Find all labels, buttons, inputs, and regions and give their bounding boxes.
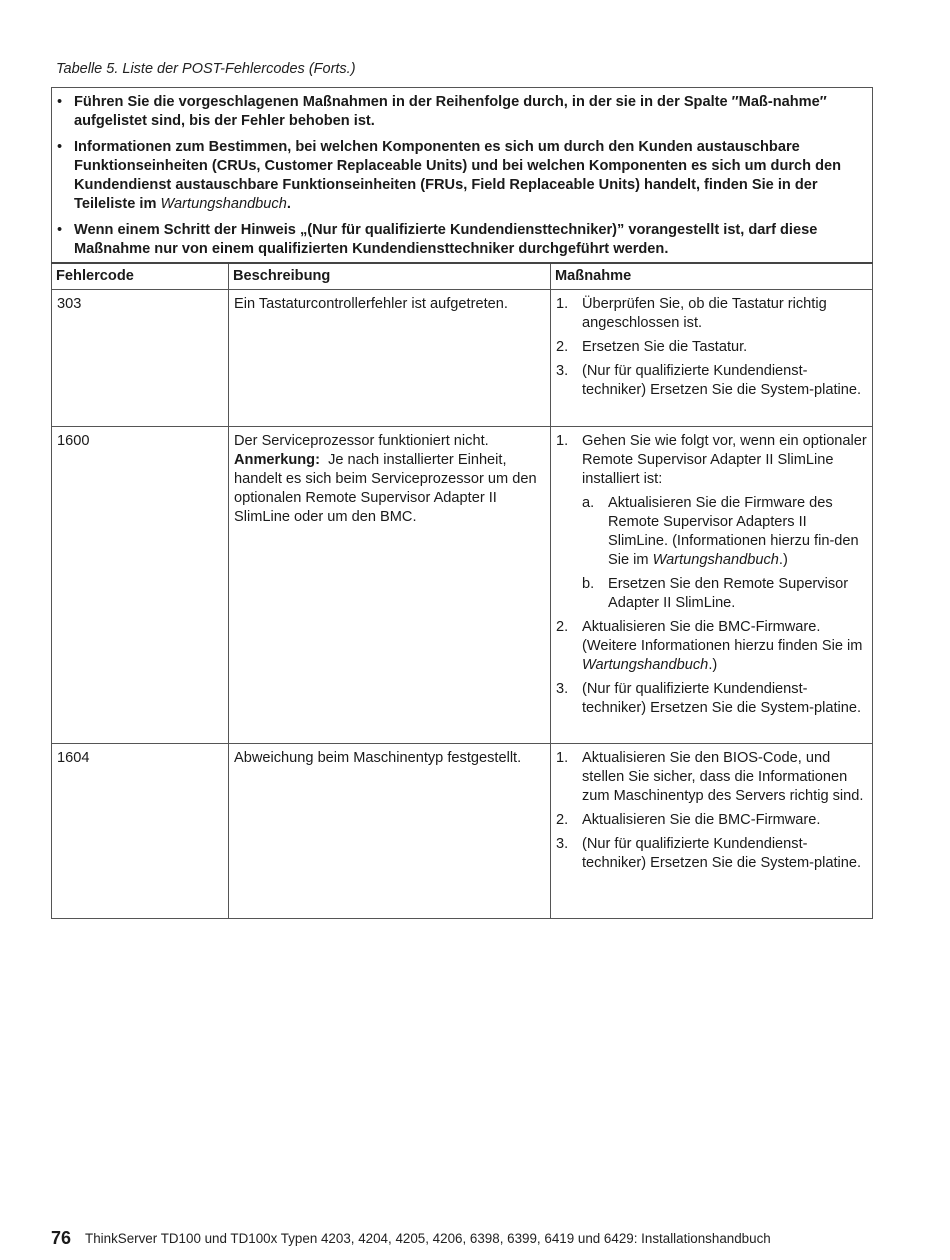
table-caption: Tabelle 5. Liste der POST-Fehlercodes (Forts.) xyxy=(56,61,356,77)
note-item xyxy=(56,93,868,131)
action-cell xyxy=(551,290,873,427)
action-step: 2. Aktualisieren Sie die BMC-Firmware. xyxy=(556,812,821,828)
error-description: Der Serviceprozessor funktioniert nicht. xyxy=(234,433,489,449)
note-body: Je nach installierter Einheit, handelt es sich beim Serviceprozessor um den optionalen Remote Supervisor Adapter II SlimLine oder um den BMC. xyxy=(234,452,537,525)
header-code: Fehlercode xyxy=(52,263,229,290)
action-step: 3. (Nur für qualifizierte Kundendienst-techniker) Ersetzen Sie die System-platine. xyxy=(556,363,862,398)
action-cell xyxy=(551,427,873,744)
error-description-cell xyxy=(229,427,551,744)
note-text: Informationen zum Bestimmen, bei welchen Komponenten es sich um durch den Kunden austauschbare Funktionseinheiten (CRUs, Customer Replaceable Units) und bei welchen Komponenten es sich um durch den Kundendienst austauschbare Funktionseinheiten (FRUs, Field Replaceable Units) handelt, finden Sie in der Teileliste im xyxy=(74,139,842,212)
note-text: Führen Sie die vorgeschlagenen Maßnahmen in der Reihenfolge durch, in der sie in der Spalte ″Maß-nahme″ aufgelistet sind, bis der Fehler behoben ist. xyxy=(74,94,827,129)
description-note xyxy=(234,451,546,527)
error-description: Abweichung beim Maschinentyp festgestellt. xyxy=(229,744,551,919)
note-label: Anmerkung: xyxy=(234,452,320,468)
page-number: 76 xyxy=(51,1228,72,1248)
table-row xyxy=(52,744,873,919)
action-substep: b. Ersetzen Sie den Remote Supervisor Adapter II SlimLine. xyxy=(582,576,849,611)
note-text-end: . xyxy=(286,196,291,212)
action-step: 3. (Nur für qualifizierte Kundendienst-techniker) Ersetzen Sie die System-platine. xyxy=(556,836,862,871)
action-step: 2. Ersetzen Sie die Tastatur. xyxy=(556,339,748,355)
error-code: 303 xyxy=(52,290,229,427)
table-row xyxy=(52,427,873,744)
footer-text: ThinkServer TD100 und TD100x Typen 4203, 4204, 4205, 4206, 6398, 6399, 6419 und 6429: Installationshandbuch xyxy=(85,1231,771,1246)
action-step: 1. Aktualisieren Sie den BIOS-Code, und stellen Sie sicher, dass die Informationen zum Maschinentyp des Servers richtig sind. xyxy=(556,750,864,804)
notes-cell xyxy=(52,88,873,264)
action-cell xyxy=(551,744,873,919)
action-step: 2. Aktualisieren Sie die BMC-Firmware. (Weitere Informationen hierzu finden Sie im Wartungshandbuch.) xyxy=(556,619,863,673)
action-steps xyxy=(556,749,868,873)
note-text: Wenn einem Schritt der Hinweis „(Nur für qualifizierte Kundendiensttechniker)” vorangestellt ist, darf diese Maßnahme nur von einem qualifizierten Kundendiensttechniker durchgeführt werden. xyxy=(74,222,818,257)
table-row xyxy=(52,290,873,427)
header-action: Maßnahme xyxy=(551,263,873,290)
action-step: 3. (Nur für qualifizierte Kundendienst-techniker) Ersetzen Sie die System-platine. xyxy=(556,681,862,716)
page-footer xyxy=(51,1228,771,1249)
action-substep: a. Aktualisieren Sie die Firmware des Remote Supervisor Adapters II SlimLine. (Informationen hierzu fin-den Sie im Wartungshandbuch.) xyxy=(582,495,859,568)
post-error-code-table xyxy=(51,87,873,919)
notes-list xyxy=(56,93,868,259)
action-step: 1. Gehen Sie wie folgt vor, wenn ein optionaler Remote Supervisor Adapter II SlimLine installiert ist: a. Aktualisieren Sie die Firmware des Remote Supervisor Adapters II SlimLine. (Informationen hierzu fin-den Sie im Wartungshandbuch.) b. Ersetzen Sie den Remote Supervisor Adapter II SlimLine. xyxy=(556,433,867,611)
error-code: 1604 xyxy=(52,744,229,919)
error-code: 1600 xyxy=(52,427,229,744)
action-steps xyxy=(556,295,868,400)
error-description: Ein Tastaturcontrollerfehler ist aufgetreten. xyxy=(229,290,551,427)
action-steps xyxy=(556,432,868,718)
header-row xyxy=(52,263,873,290)
action-step: 1. Überprüfen Sie, ob die Tastatur richtig angeschlossen ist. xyxy=(556,296,827,331)
note-item xyxy=(56,138,868,214)
header-description: Beschreibung xyxy=(229,263,551,290)
note-item xyxy=(56,221,868,259)
note-italic: Wartungshandbuch xyxy=(160,196,287,212)
action-substeps xyxy=(582,494,868,613)
notes-row xyxy=(52,88,873,264)
